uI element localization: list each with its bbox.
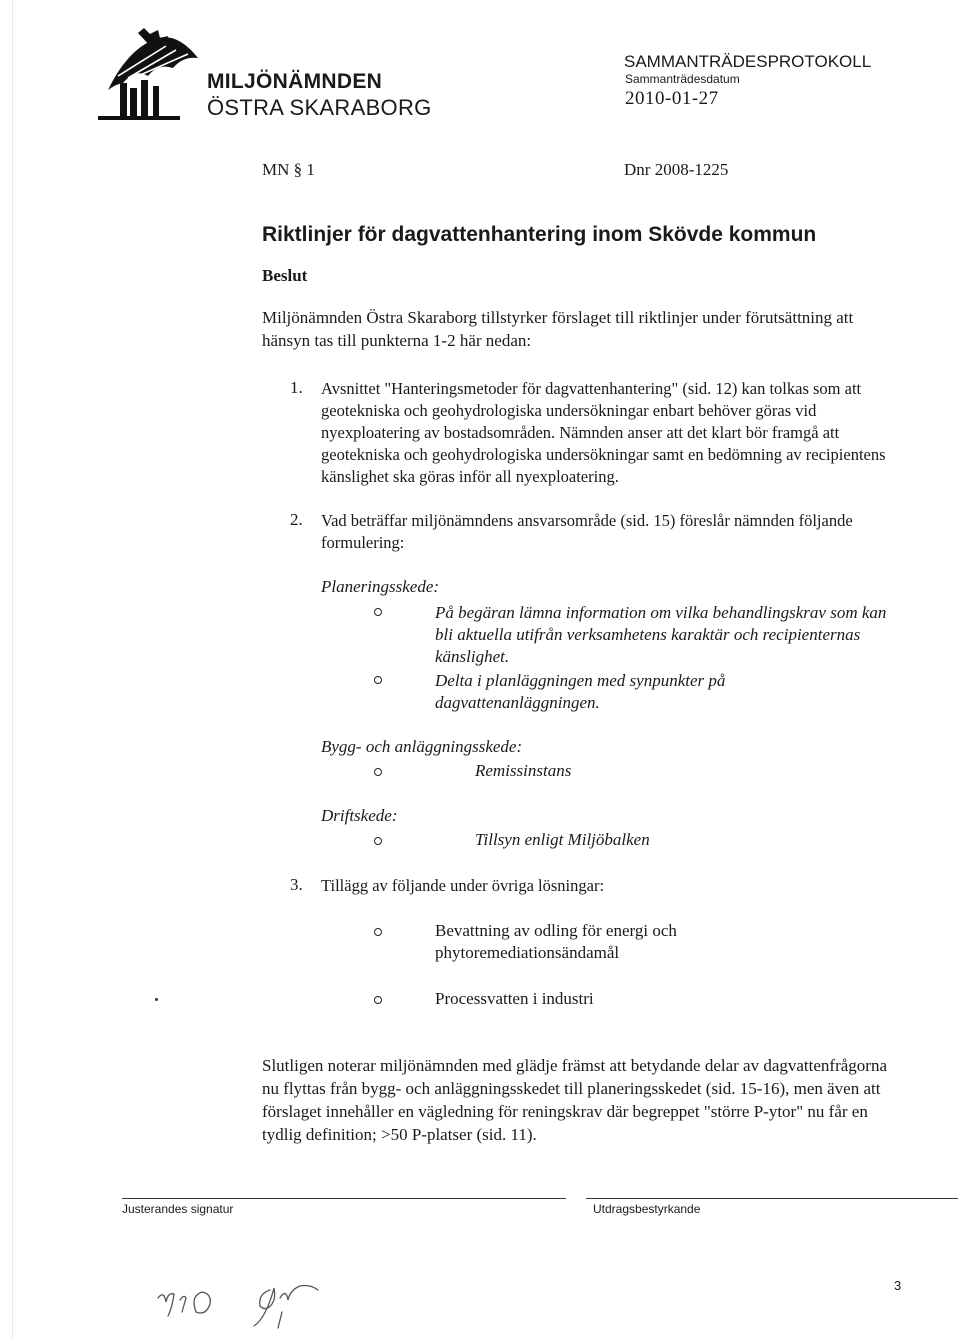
document-title: Riktlinjer för dagvattenhantering inom Skövde kommun bbox=[262, 223, 817, 246]
build-stage-label: Bygg- och anläggningsskede: bbox=[321, 737, 523, 756]
decision-heading: Beslut bbox=[262, 266, 308, 285]
build-bullet: Remissinstans bbox=[475, 761, 572, 780]
planning-stage-label: Planeringsskede: bbox=[321, 577, 440, 596]
scan-edge-line bbox=[12, 0, 13, 1339]
other-solution-2: Processvatten i industri bbox=[435, 989, 594, 1008]
item-3-number: 3. bbox=[290, 875, 303, 894]
other-solution-1: Bevattning av odling för energi och phytoremediationsändamål bbox=[435, 921, 677, 962]
meeting-date: 2010-01-27 bbox=[625, 88, 719, 109]
bullet-icon bbox=[374, 928, 382, 936]
intro-paragraph: Miljönämnden Östra Skaraborg tillstyrker förslaget till riktlinjer under förutsättning att hänsyn tas till punkterna 1-2 här nedan: bbox=[262, 308, 854, 350]
item-1-number: 1. bbox=[290, 378, 303, 397]
section-number: MN § 1 bbox=[262, 160, 315, 179]
signature-label: Justerandes signatur bbox=[122, 1202, 234, 1216]
closing-paragraph: Slutligen noterar miljönämnden med glädje främst att betydande delar av dagvattenfrågorna nu flyttas från bygg- och anläggningsskedet till planeringsskedet (sid. 15-16), men även att förslaget innehåller en vägledning för reningskrav där begreppet "större P-ytor" nu får en tydlig definition; >50 P-platser (sid. 11). bbox=[262, 1056, 887, 1144]
planning-bullet-2: Delta i planläggningen med synpunkter på dagvattenanläggningen. bbox=[435, 671, 726, 712]
meeting-date-label: Sammanträdesdatum bbox=[625, 72, 740, 86]
certification-rule bbox=[586, 1198, 958, 1199]
operation-stage-label: Driftskede: bbox=[321, 806, 398, 825]
stray-dot bbox=[155, 998, 158, 1001]
bullet-icon bbox=[374, 837, 382, 845]
planning-bullet-1: På begäran lämna information om vilka behandlingskrav som kan bli aktuella utifrån verksamhetens karaktär och recipienternas känslighet. bbox=[435, 603, 887, 666]
item-2-text: Vad beträffar miljönämndens ansvarsområde (sid. 15) föreslår nämnden följande formulering: bbox=[321, 511, 853, 552]
handwritten-initials bbox=[150, 1268, 350, 1336]
bullet-icon bbox=[374, 676, 382, 684]
bullet-icon bbox=[374, 996, 382, 1004]
document-type: SAMMANTRÄDESPROTOKOLL bbox=[624, 52, 872, 71]
signature-rule bbox=[122, 1198, 566, 1199]
bullet-icon bbox=[374, 768, 382, 776]
item-1-text: Avsnittet "Hanteringsmetoder för dagvattenhantering" (sid. 12) kan tolkas som att geotekniska och geohydrologiska undersökningar enbart behöver göras vid nyexploatering av bostadsområden. Nämnden anser att det klart bör framgå att geotekniska och geohydrologiska undersökningar samt en bedömning av recipientens känslighet ska göras inför all nyexploatering. bbox=[321, 379, 886, 486]
item-2-number: 2. bbox=[290, 510, 303, 529]
item-3-text: Tillägg av följande under övriga lösningar: bbox=[321, 876, 605, 895]
operation-bullet: Tillsyn enligt Miljöbalken bbox=[475, 830, 650, 849]
org-name-line1: MILJÖNÄMNDEN bbox=[207, 70, 383, 93]
page-number: 3 bbox=[894, 1278, 902, 1293]
tree-logo-icon bbox=[98, 28, 203, 123]
case-number: Dnr 2008-1225 bbox=[624, 160, 729, 179]
org-name-line2: ÖSTRA SKARABORG bbox=[207, 95, 432, 120]
bullet-icon bbox=[374, 608, 382, 616]
certification-label: Utdragsbestyrkande bbox=[593, 1202, 701, 1216]
